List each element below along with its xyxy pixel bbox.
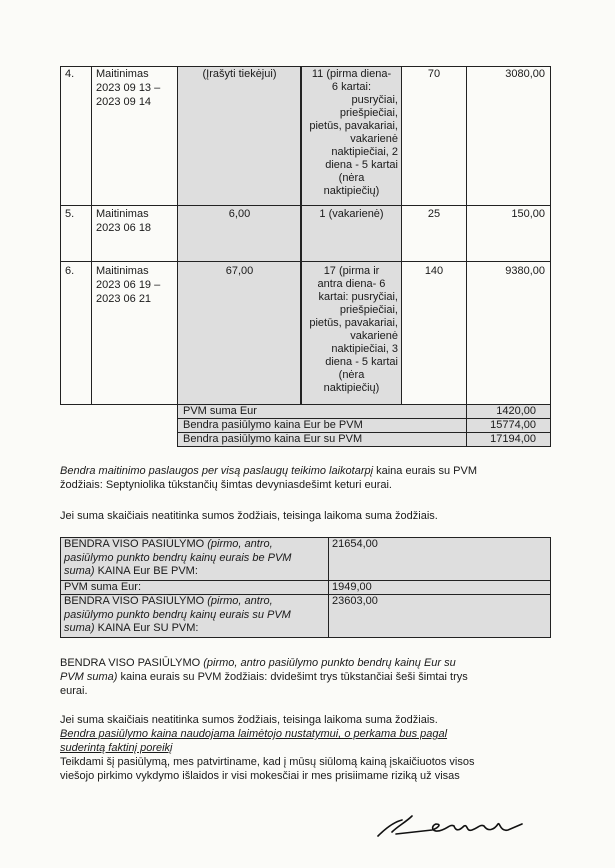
- row-desc-line: 17 (pirma ir: [323, 265, 380, 277]
- row-price: (Įrašyti tiekėjui): [202, 68, 277, 80]
- row-desc-line: priešpiečiai,: [339, 304, 398, 316]
- totals-label: Bendra pasiūlymo kaina Eur be PVM: [183, 419, 363, 431]
- row-desc-line: 6 kartai:: [331, 81, 372, 93]
- row-desc-line: antra diena- 6: [317, 278, 386, 290]
- summary-value: 23603,00: [332, 595, 378, 607]
- row-sum: 150,00: [511, 208, 545, 220]
- row-desc-line: (nėra: [338, 369, 365, 381]
- row-desc-line: naktipiečių): [323, 185, 380, 197]
- grand-total-words: BENDRA VISO PASIŪLYMO (pirmo, antro pasiūlymo punkto bendrų kainų Eur su PVM suma) kaina eurais su PVM žodžiais: dvidešimt trys tūkstančiai šeši šimtai trys eurai.: [60, 657, 468, 697]
- row-qty: 140: [424, 265, 444, 277]
- words-note-2: Jei suma skaičiais neatitinka sumos žodžiais, teisinga laikoma suma žodžiais.: [60, 714, 438, 726]
- summary-label: PVM suma Eur:: [64, 581, 142, 593]
- row-desc-line: vakarienė: [350, 330, 398, 342]
- row-qty: 70: [427, 68, 441, 80]
- row-desc-line: diena - 5 kartai: [325, 356, 398, 368]
- row-desc-line: pusryčiai,: [351, 94, 398, 106]
- row-number: 4.: [65, 68, 75, 80]
- signature: [372, 810, 532, 844]
- row-price: 67,00: [225, 265, 254, 277]
- row-desc-line: naktipiečių): [323, 382, 380, 394]
- row-desc-line: naktipiečiai, 2: [331, 146, 398, 158]
- row-desc-line: 1 (vakarienė): [319, 208, 384, 220]
- row-number: 6.: [65, 265, 75, 277]
- row-name-line: 2023 09 14: [96, 96, 152, 108]
- totals-value: 1420,00: [496, 405, 536, 417]
- summary-value: 1949,00: [332, 581, 372, 593]
- row-name-line: Maitinimas: [96, 208, 149, 220]
- row-name-line: 2023 06 18: [96, 222, 152, 234]
- total-price-words: Bendra maitinimo paslaugos per visą paslaugų teikimo laikotarpį kaina eurais su PVM žodžiais: Septyniolika tūkstančių šimtas devyniasdešimt keturi eurai.: [60, 465, 477, 491]
- row-name-line: 2023 09 13 –: [96, 82, 161, 94]
- summary-value: 21654,00: [332, 538, 378, 550]
- totals-label: Bendra pasiūlymo kaina Eur su PVM: [183, 433, 363, 445]
- row-desc-line: diena - 5 kartai: [325, 159, 398, 171]
- row-name-line: Maitinimas: [96, 265, 149, 277]
- row-price: 6,00: [228, 208, 251, 220]
- row-name-line: 2023 06 21: [96, 293, 152, 305]
- totals-value: 17194,00: [490, 433, 536, 445]
- declaration: Bendra pasiūlymo kaina naudojama laimėtojo nustatymui, o perkama bus pagal suderintą faktinį poreikį Teikdami šį pasiūlymą, mes patvirtiname, kad į mūsų siūlomą kainą įskaičiuotos visos viešojo pirkimo vykdymo išlaidos ir visi mokesčiai ir mes prisiimame riziką už visas: [60, 728, 475, 782]
- totals-label: PVM suma Eur: [183, 405, 257, 417]
- row-desc-line: naktipiečiai, 3: [331, 343, 398, 355]
- row-desc-line: kartai: pusryčiai,: [318, 291, 398, 303]
- row-name-line: Maitinimas: [96, 68, 149, 80]
- row-sum: 9380,00: [505, 265, 545, 277]
- row-desc-line: vakarienė: [350, 133, 398, 145]
- row-desc-line: priešpiečiai,: [339, 107, 398, 119]
- row-name-line: 2023 06 19 –: [96, 279, 161, 291]
- row-number: 5.: [65, 208, 75, 220]
- totals-value: 15774,00: [490, 419, 536, 431]
- summary-label: BENDRA VISO PASIŪLYMO (pirmo, antro, pasiūlymo punkto bendrų kainų eurais be PVM suma) KAINA Eur BE PVM:: [64, 538, 292, 577]
- words-note: Jei suma skaičiais neatitinka sumos žodžiais, teisinga laikoma suma žodžiais.: [60, 510, 438, 522]
- row-desc-line: pietūs, pavakariai,: [309, 317, 398, 329]
- row-sum: 3080,00: [505, 68, 545, 80]
- row-qty: 25: [427, 208, 441, 220]
- row-desc-line: 11 (pirma diena-: [311, 68, 392, 80]
- row-desc-line: pietūs, pavakariai,: [309, 120, 398, 132]
- summary-label: BENDRA VISO PASIŪLYMO (pirmo, antro, pasiūlymo punkto bendrų kainų eurais su PVM suma) KAINA Eur SU PVM:: [64, 595, 291, 634]
- row-desc-line: (nėra: [338, 172, 365, 184]
